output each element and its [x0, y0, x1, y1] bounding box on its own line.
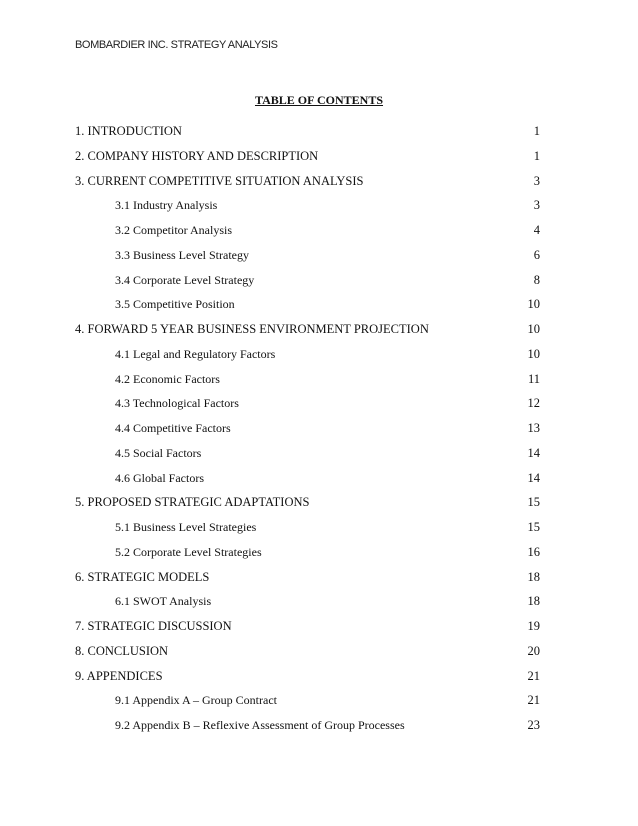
- toc-entry-label: 3.1 Industry Analysis: [115, 198, 218, 212]
- toc-entry-label: 5.1 Business Level Strategies: [115, 520, 257, 534]
- toc-entry-subsection: [0, 520, 638, 536]
- toc-entry-label: 9. APPENDICES: [75, 669, 163, 683]
- toc-entry-section: [0, 322, 638, 338]
- toc-entry-page-number: 16: [527, 545, 540, 559]
- toc-entry-label: 3.4 Corporate Level Strategy: [115, 273, 255, 287]
- toc-entry-subsection: [0, 421, 638, 437]
- toc-title: [0, 93, 638, 108]
- toc-entry-label: 3.3 Business Level Strategy: [115, 248, 249, 262]
- toc-title-text: TABLE OF CONTENTS: [254, 93, 384, 107]
- toc-entry-page-number: 10: [527, 347, 540, 361]
- toc-entry-subsection: [0, 223, 638, 239]
- toc-entry-page-number: 19: [527, 619, 540, 633]
- toc-entry-subsection: [0, 372, 638, 388]
- toc-entry-page-number: 10: [527, 322, 540, 336]
- toc-entry-label: 3. CURRENT COMPETITIVE SITUATION ANALYSIS: [75, 174, 364, 188]
- toc-entry-label: 3.5 Competitive Position: [115, 297, 235, 311]
- toc-entry-page-number: 1: [533, 124, 540, 138]
- toc-entry-page-number: 3: [533, 198, 540, 212]
- toc-entry-label: 5. PROPOSED STRATEGIC ADAPTATIONS: [75, 495, 310, 509]
- toc-entry-label: 6.1 SWOT Analysis: [115, 594, 212, 608]
- toc-entry-subsection: [0, 718, 638, 734]
- toc-entry-label: 3.2 Competitor Analysis: [115, 223, 232, 237]
- toc-entry-label: 4.6 Global Factors: [115, 471, 204, 485]
- toc-entry-label: 4.4 Competitive Factors: [115, 421, 231, 435]
- toc-entry-section: [0, 619, 638, 635]
- toc-entry-label: 4. FORWARD 5 YEAR BUSINESS ENVIRONMENT PROJECTION: [75, 322, 429, 336]
- toc-entry-label: 6. STRATEGIC MODELS: [75, 570, 210, 584]
- toc-entry-subsection: [0, 347, 638, 363]
- toc-entry-page-number: 21: [527, 693, 540, 707]
- toc-entry-section: [0, 570, 638, 586]
- toc-entry-page-number: 13: [527, 421, 540, 435]
- toc-entry-page-number: 8: [533, 273, 540, 287]
- toc-entry-label: 4.2 Economic Factors: [115, 372, 220, 386]
- toc-entry-page-number: 18: [527, 570, 540, 584]
- toc-entry-subsection: [0, 198, 638, 214]
- toc-entry-page-number: 4: [533, 223, 540, 237]
- toc-entry-page-number: 18: [527, 594, 540, 608]
- toc-entry-page-number: 11: [527, 372, 540, 386]
- toc-entry-section: [0, 644, 638, 660]
- toc-entry-page-number: 1: [533, 149, 540, 163]
- toc-entry-label: 4.5 Social Factors: [115, 446, 202, 460]
- toc-entry-label: 8. CONCLUSION: [75, 644, 169, 658]
- toc-entry-label: 9.2 Appendix B – Reflexive Assessment of Group Processes: [115, 718, 405, 732]
- toc-entry-section: [0, 174, 638, 190]
- toc-entry-label: 2. COMPANY HISTORY AND DESCRIPTION: [75, 149, 319, 163]
- toc-entry-page-number: 15: [527, 520, 540, 534]
- toc-entry-label: 5.2 Corporate Level Strategies: [115, 545, 262, 559]
- toc-entry-label: 7. STRATEGIC DISCUSSION: [75, 619, 232, 633]
- toc-entry-subsection: [0, 396, 638, 412]
- toc-entry-page-number: 14: [527, 446, 540, 460]
- toc-entry-section: [0, 149, 638, 165]
- toc-entry-page-number: 20: [527, 644, 540, 658]
- toc-entry-subsection: [0, 545, 638, 561]
- toc-entry-section: [0, 495, 638, 511]
- toc-entry-subsection: [0, 446, 638, 462]
- toc-entry-page-number: 6: [533, 248, 540, 262]
- toc-entry-subsection: [0, 297, 638, 313]
- toc-entry-page-number: 15: [527, 495, 540, 509]
- toc-entry-subsection: [0, 471, 638, 487]
- toc-entry-subsection: [0, 693, 638, 709]
- toc-entry-label: 9.1 Appendix A – Group Contract: [115, 693, 277, 707]
- toc-entry-page-number: 23: [527, 718, 540, 732]
- toc-entry-section: [0, 669, 638, 685]
- toc-entry-label: 4.1 Legal and Regulatory Factors: [115, 347, 276, 361]
- toc-entry-page-number: 21: [527, 669, 540, 683]
- running-header: BOMBARDIER INC. STRATEGY ANALYSIS: [75, 39, 278, 51]
- toc-entry-page-number: 3: [533, 174, 540, 188]
- toc-entry-label: 1. INTRODUCTION: [75, 124, 182, 138]
- toc-entry-subsection: [0, 273, 638, 289]
- toc-entry-page-number: 10: [527, 297, 540, 311]
- toc-entry-subsection: [0, 594, 638, 610]
- toc-entry-page-number: 12: [527, 396, 540, 410]
- toc-entry-page-number: 14: [527, 471, 540, 485]
- toc-entry-section: [0, 124, 638, 140]
- toc-entry-label: 4.3 Technological Factors: [115, 396, 239, 410]
- toc-entry-subsection: [0, 248, 638, 264]
